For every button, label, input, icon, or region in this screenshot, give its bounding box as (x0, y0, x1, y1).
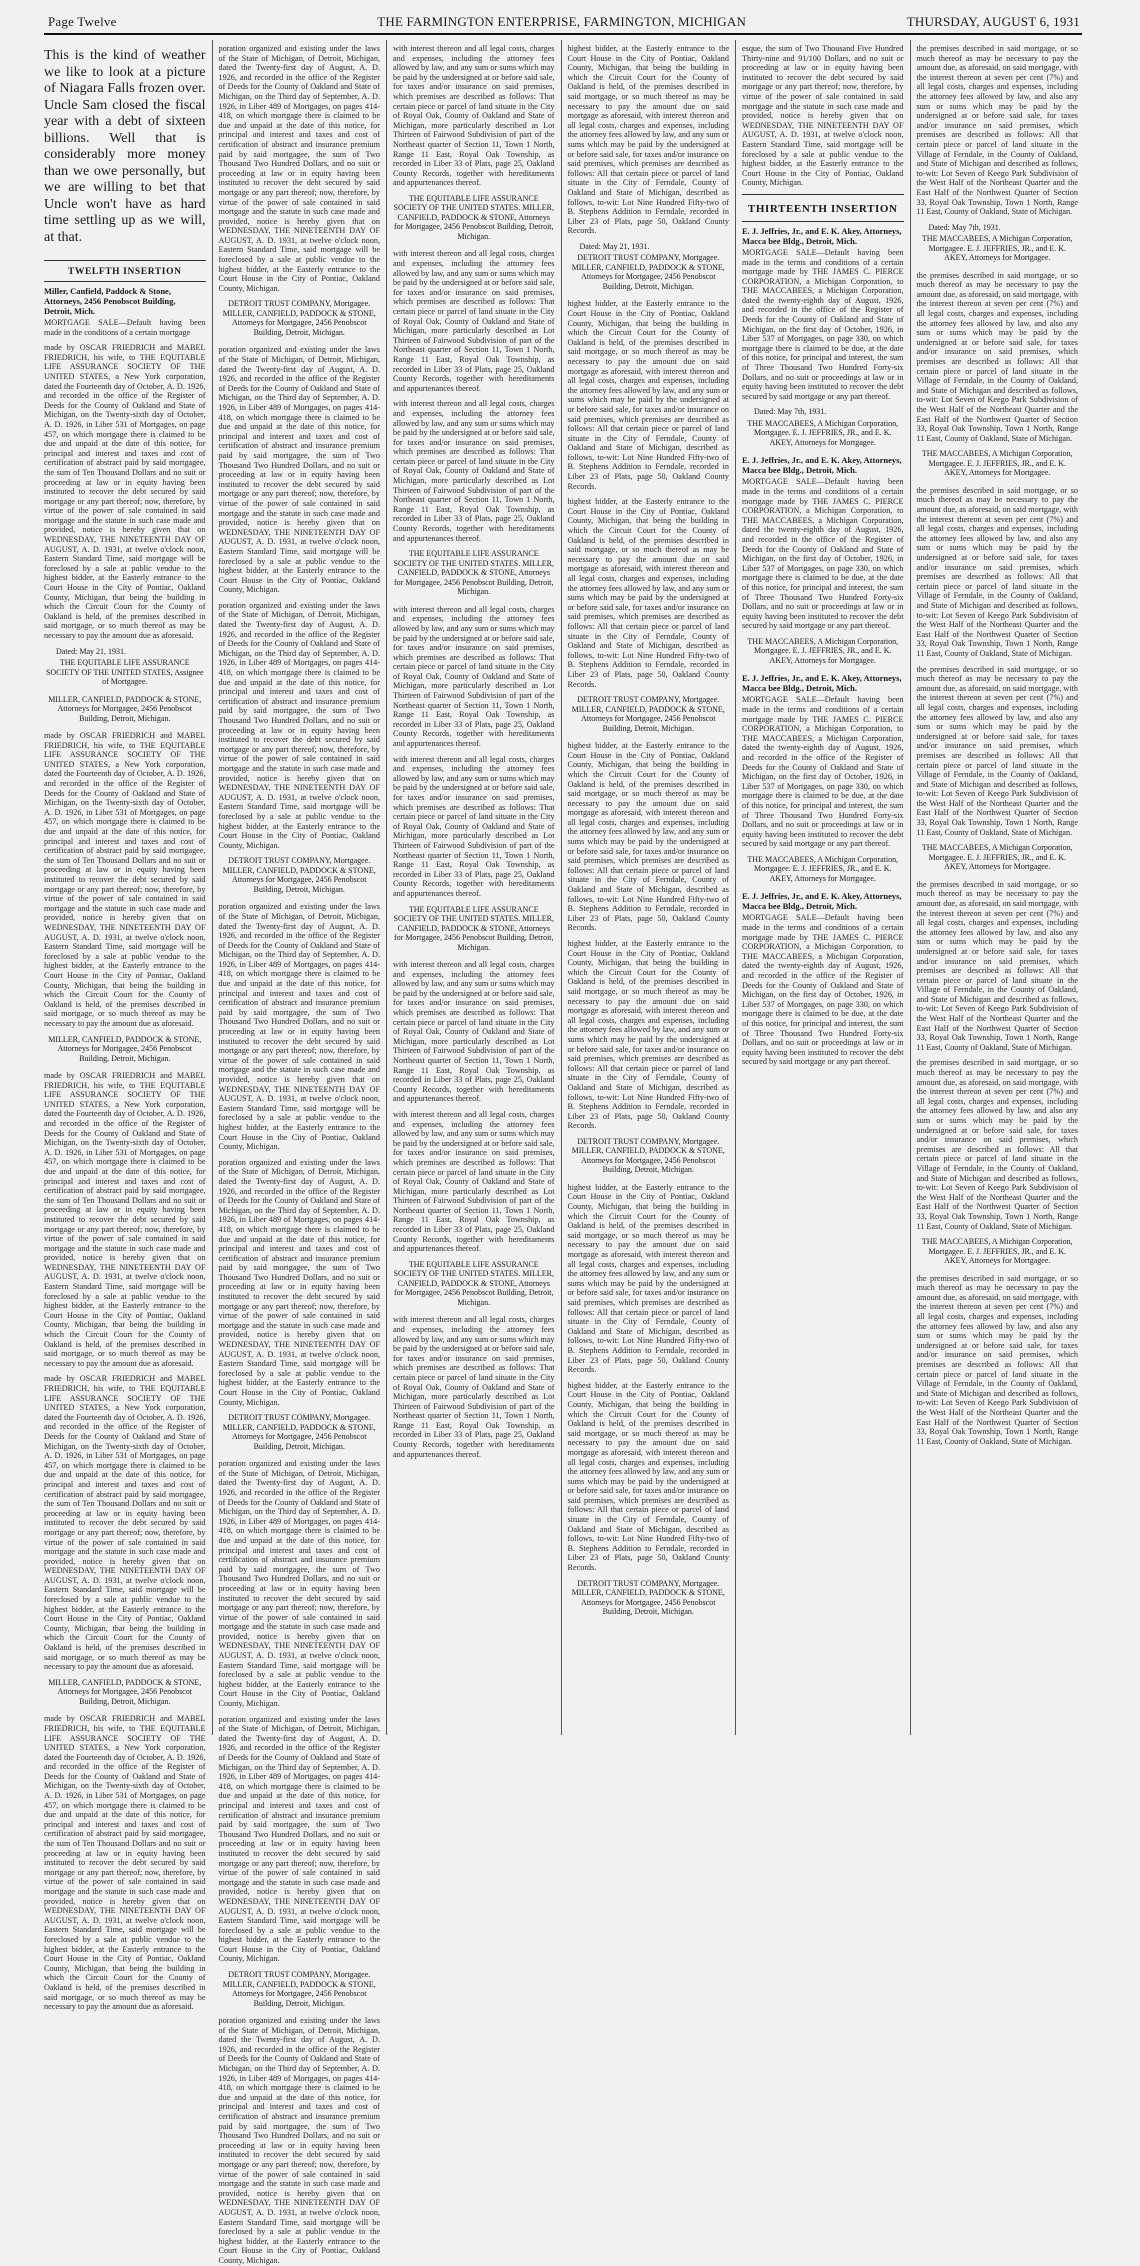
divider (742, 221, 904, 222)
dated-line: Dated: May 21, 1931. (579, 241, 650, 251)
notice-body: poration organized and existing under the laws of the State of Michigan, of Detroit, Michigan, dated the Twenty-first day of August, A. D. 1926, and recorded in the office of the Register of Deeds for the County of Oakland and State of Michigan, on the Third day of September, A. D. 1926, in Liber 489 of Mortgages, on pages 414-418, on which mortgage there is claimed to be due and unpaid at the date of this notice, for principal and interest and taxes and cost of certification of abstract and insurance premium paid by said mortgagee, the sum of Two Thousand Two Hundred Dollars, and no suit or proceeding at law or in equity having been instituted to recover the debt secured by said mortgage or any part thereof; now, therefore, by virtue of the power of sale contained in said mortgage and the statute in such case made and provided, notice is hereby given that on WEDNESDAY, THE NINETEENTH DAY OF AUGUST, A. D. 1931, at twelve o'clock noon, Eastern Standard Time, said mortgage will be foreclosed by a sale at public vendue to the highest bidder, at the Easterly entrance to the Court House in the City of Pontiac, Oakland County, Michigan. (218, 1157, 380, 1407)
notice-body: esque, the sum of Two Thousand Five Hundred Thirty-nine and 91/100 Dollars, and no suit or proceeding at law or in equity having been instituted to recover the debt secured by said mortgage or any part thereof; now, therefore, by virtue of the power of sale contained in said mortgage and the statute in such case made and provided, notice is hereby given that on WEDNESDAY, THE NINETEENTH DAY OF AUGUST, A. D. 1931, at twelve o'clock noon, Eastern Standard Time, said mortgage will be foreclosed by a sale at public vendue to the highest bidder, at the Easterly entrance to the Court House in the City of Pontiac, Oakland County, Michigan. (742, 44, 904, 188)
notice-body: with interest thereon and all legal costs, charges and expenses, including the attorney fees allowed by law, and any sum or sums which may be paid by the undersigned at or before said sale, for taxes and/or insurance on said premises, which premises are described as follows: That certain piece or parcel of land situate in the City of Royal Oak, County of Oakland and State of Michigan, more particularly described as Lot Thirteen of Fairwood Subdivision of part of the Northeast quarter of Section 11, Town 1 North, Range 11 East, Royal Oak Township, as recorded in Liber 33 of Plats, page 25, Oakland County Records, together with hereditaments and appurtenances thereof. (393, 604, 555, 749)
signature-block: THE EQUITABLE LIFE ASSURANCE SOCIETY OF THE UNITED STATES. MILLER, CANFIELD, PADDOCK & STONE, Attorneys for Mortgagee, 2456 Penobscot Building, Detroit, Michigan. (393, 549, 554, 597)
signature-block: THE MACCABEES, A Michigan Corporation, Mortgagee. E. J. JEFFRIES, JR., and E. K. AKEY, Attorneys for Mortgagee. (921, 1237, 1073, 1266)
notice-body: highest bidder, at the Easterly entrance to the Court House in the City of Pontiac, Oakland County, Michigan, that being the building in which the Circuit Court for the County of Oakland is held, of the premises described in said mortgage, or so much thereof as may be necessary to pay the amount due on said mortgage as aforesaid, with interest thereon and all legal costs, charges and expenses, including the attorney fees allowed by law, and any sum or sums which may be paid by the undersigned at or before said sale, for taxes and/or insurance on said premises, which premises are described as follows: All that certain piece or parcel of land situate in the City of Ferndale, County of Oakland and State of Michigan, described as follows, to-wit: Lot Nine Hundred Fifty-two of B. Stephens Addition to Ferndale, recorded in Liber 23 of Plats, page 50, Oakland County Records. (567, 1182, 729, 1375)
column-3 (386, 40, 561, 1735)
section-heading: THIRTEENTH INSERTION (747, 202, 898, 215)
masthead-title: THE FARMINGTON ENTERPRISE, FARMINGTON, MICHIGAN (377, 14, 747, 29)
intro-paragraph: This is the kind of weather we like to look at a picture of Niagara Falls frozen over. Uncle Sam closed the fiscal year with a debt of sixteen billions. Well that is considerably more money than we owe personally, but we are willing to bet that Uncle won't have as hard time settling up as we will, at that. (44, 48, 206, 245)
notice-body: made by OSCAR FRIEDRICH and MABEL FRIEDRICH, his wife, to THE EQUITABLE LIFE ASSURANCE SOCIETY OF THE UNITED STATES, a New York corporation, dated the Fourteenth day of October, A. D. 1926, and recorded in the office of the Register of Deeds for the County of Oakland and State of Michigan, on the Twenty-sixth day of October, A. D. 1926, in Liber 531 of Mortgages, on page 457, on which mortgage there is claimed to be due and unpaid at the date of this notice, for principal and interest and taxes and cost of certification of abstract paid by said mortgagee, the sum of Ten Thousand Dollars and no suit or proceeding at law or in equity having been instituted to recover the debt secured by said mortgage or any part thereof; now, therefore, by virtue of the power of sale contained in said mortgage and the statute in such case made and provided, notice is hereby given that on WEDNESDAY, THE NINETEENTH DAY OF AUGUST, A. D. 1931, at twelve o'clock noon, Eastern Standard Time, said mortgage will be foreclosed by a sale at public vendue to the highest bidder, at the Easterly entrance to the Court House in the City of Pontiac, Oakland County, Michigan, that being the building in which the Circuit Court for the County of Oakland is held, of the premises described in said mortgage, or so much thereof as may be necessary to pay the amount due as aforesaid. (44, 731, 206, 1028)
notice-body: the premises described in said mortgage, or so much thereof as may be necessary to pay the amount due, as aforesaid, on said mortgage, with the interest thereon at seven per cent (7%) and all legal costs, charges and expenses, including the attorney fees allowed by law, and also any sum or sums which may be paid by the undersigned at or before said sale, for taxes and/or insurance on said premises, which premises are described as follows: All that certain piece or parcel of land situate in the Village of Ferndale, in the County of Oakland, and State of Michigan and described as follows, to-wit: Lot Seven of Keego Park Subdivision of the West Half of the Northeast Quarter and the East Half of the Northwest Quarter of Section 33, Royal Oak Township, Town 1 North, Range 11 East, County of Oakland, State of Michigan. (916, 270, 1078, 443)
notice-body: poration organized and existing under the laws of the State of Michigan, of Detroit, Michigan, dated the Twenty-first day of August, A. D. 1926, and recorded in the office of the Register of Deeds for the County of Oakland and State of Michigan, on the Third day of September, A. D. 1926, in Liber 489 of Mortgages, on pages 414-418, on which mortgage there is claimed to be due and unpaid at the date of this notice, for principal and interest and taxes and cost of certification of abstract and insurance premium paid by said mortgagee, the sum of Two Thousand Two Hundred Dollars, and no suit or proceeding at law or in equity having been instituted to recover the debt secured by said mortgage or any part thereof; now, therefore, by virtue of the power of sale contained in said mortgage and the statute in such case made and provided, notice is hereby given that on WEDNESDAY, THE NINETEENTH DAY OF AUGUST, A. D. 1931, at twelve o'clock noon, Eastern Standard Time, said mortgage will be foreclosed by a sale at public vendue to the highest bidder, at the Easterly entrance to the Court House in the City of Pontiac, Oakland County, Michigan. (218, 1714, 380, 1964)
notice-body: poration organized and existing under the laws of the State of Michigan, of Detroit, Michigan, dated the Twenty-first day of August, A. D. 1926, and recorded in the office of the Register of Deeds for the County of Oakland and State of Michigan, on the Third day of September, A. D. 1926, in Liber 489 of Mortgages, on pages 414-418, on which mortgage there is claimed to be due and unpaid at the date of this notice, for principal and interest and taxes and cost of certification of abstract and insurance premium paid by said mortgagee, the sum of Two Thousand Two Hundred Dollars, and no suit or proceeding at law or in equity having been instituted to recover the debt secured by said mortgage or any part thereof; now, therefore, by virtue of the power of sale contained in said mortgage and the statute in such case made and provided, notice is hereby given that on WEDNESDAY, THE NINETEENTH DAY OF AUGUST, A. D. 1931, at twelve o'clock noon, Eastern Standard Time, said mortgage will be foreclosed by a sale at public vendue to the highest bidder, at the Easterly entrance to the Court House in the City of Pontiac, Oakland County, Michigan. (218, 2016, 380, 2265)
notice-body: poration organized and existing under the laws of the State of Michigan, of Detroit, Michigan, dated the Twenty-first day of August, A. D. 1926, and recorded in the office of the Register of Deeds for the County of Oakland and State of Michigan, on the Third day of September, A. D. 1926, in Liber 489 of Mortgages, on pages 414-418, on which mortgage there is claimed to be due and unpaid at the date of this notice, for principal and interest and taxes and cost of certification of abstract and insurance premium paid by said mortgagee, the sum of Two Thousand Two Hundred Dollars, and no suit or proceeding at law or in equity having been instituted to recover the debt secured by said mortgage or any part thereof; now, therefore, by virtue of the power of sale contained in said mortgage and the statute in such case made and provided, notice is hereby given that on WEDNESDAY, THE NINETEENTH DAY OF AUGUST, A. D. 1931, at twelve o'clock noon, Eastern Standard Time, said mortgage will be foreclosed by a sale at public vendue to the highest bidder, at the Easterly entrance to the Court House in the City of Pontiac, Oakland County, Michigan. (218, 1459, 380, 1709)
column-2 (212, 40, 387, 2265)
notice-body: highest bidder, at the Easterly entrance to the Court House in the City of Pontiac, Oakland County, Michigan, that being the building in which the Circuit Court for the County of Oakland is held, of the premises described in said mortgage, or so much thereof as may be necessary to pay the amount due on said mortgage as aforesaid, with interest thereon and all legal costs, charges and expenses, including the attorney fees allowed by law, and any sum or sums which may be paid by the undersigned at or before said sale, for taxes and/or insurance on said premises, which premises are described as follows: All that certain piece or parcel of land situate in the City of Ferndale, County of Oakland and State of Michigan, described as follows, to-wit: Lot Nine Hundred Fifty-two of B. Stephens Addition to Ferndale, recorded in Liber 23 of Plats, page 50, Oakland County Records. (567, 497, 729, 689)
signature-block: MILLER, CANFIELD, PADDOCK & STONE, Attorneys for Mortgagee, 2456 Penobscot Building, Detroit, Michigan. (48, 1034, 202, 1063)
notice-body: MORTGAGE SALE—Default having been made in the terms and conditions of a certain mortgage made by THE JAMES C. PIERCE CORPORATION, a Michigan Corporation, to THE MACCABEES, a Michigan Corporation, dated the twenty-eighth day of August, 1926, and recorded in the office of the Register of Deeds for the County of Oakland and State of Michigan, on the first day of October, 1926, in Liber 537 of Mortgages, on page 330, on which mortgage there is claimed to be due, at the date of this notice, for principal and interest, the sum of Three Thousand Two Hundred Forty-six Dollars, and no suit or proceedings at law or in equity having been instituted to recover the debt secured by said mortgage or any part thereof. (742, 695, 904, 849)
notice-body: made by OSCAR FRIEDRICH and MABEL FRIEDRICH, his wife, to THE EQUITABLE LIFE ASSURANCE SOCIETY OF THE UNITED STATES, a New York corporation, dated the Fourteenth day of October, A. D. 1926, and recorded in the office of the Register of Deeds for the County of Oakland and State of Michigan, on the Twenty-sixth day of October, A. D. 1926, in Liber 531 of Mortgages, on page 457, on which mortgage there is claimed to be due and unpaid at the date of this notice, for principal and interest and taxes and cost of certification of abstract paid by said mortgagee, the sum of Ten Thousand Dollars and no suit or proceeding at law or in equity having been instituted to recover the debt secured by said mortgage or any part thereof; now, therefore, by virtue of the power of sale contained in said mortgage and the statute in such case made and provided, notice is hereby given that on WEDNESDAY, THE NINETEENTH DAY OF AUGUST, A. D. 1931, at twelve o'clock noon, Eastern Standard Time, said mortgage will be foreclosed by a sale at public vendue to the highest bidder, at the Easterly entrance to the Court House in the City of Pontiac, Oakland County, Michigan, that being the building in which the Circuit Court for the County of Oakland is held, of the premises described in said mortgage, or so much thereof as may be necessary to pay the amount due as aforesaid. (44, 1374, 206, 1672)
notice-body: made by OSCAR FRIEDRICH and MABEL FRIEDRICH, his wife, to THE EQUITABLE LIFE ASSURANCE SOCIETY OF THE UNITED STATES, a New York corporation, dated the Fourteenth day of October, A. D. 1926, and recorded in the office of the Register of Deeds for the County of Oakland and State of Michigan, on the Twenty-sixth day of October, A. D. 1926, in Liber 531 of Mortgages, on page 457, on which mortgage there is claimed to be due and unpaid at the date of this notice, for principal and interest and taxes and cost of certification of abstract paid by said mortgagee, the sum of Ten Thousand Dollars and no suit or proceeding at law or in equity having been instituted to recover the debt secured by said mortgage or any part thereof; now, therefore, by virtue of the power of sale contained in said mortgage and the statute in such case made and provided, notice is hereby given that on WEDNESDAY, THE NINETEENTH DAY OF AUGUST, A. D. 1931, at twelve o'clock noon, Eastern Standard Time, said mortgage will be foreclosed by a sale at public vendue to the highest bidder, at the Easterly entrance to the Court House in the City of Pontiac, Oakland County, Michigan, that being the building in which the Circuit Court for the County of Oakland is held, of the premises described in said mortgage, or so much thereof as may be necessary to pay the amount due as aforesaid. (44, 343, 206, 640)
notice-body: with interest thereon and all legal costs, charges and expenses, including the attorney fees allowed by law, and any sum or sums which may be paid by the undersigned at or before said sale, for taxes and/or insurance on said premises, which premises are described as follows: That certain piece or parcel of land situate in the City of Royal Oak, County of Oakland and State of Michigan, more particularly described as Lot Thirteen of Fairwood Subdivision of part of the Northeast quarter of Section 11, Town 1 North, Range 11 East, Royal Oak Township, as recorded in Liber 33 of Plats, page 25, Oakland County Records, together with hereditaments and appurtenances thereof. (393, 44, 555, 188)
signature-block: DETROIT TRUST COMPANY, Mortgagee. MILLER, CANFIELD, PADDOCK & STONE, Attorneys for Mortgagee, 2456 Penobscot Building, Detroit, Michigan. (222, 856, 376, 894)
notice-body: with interest thereon and all legal costs, charges and expenses, including the attorney fees allowed by law, and any sum or sums which may be paid by the undersigned at or before said sale, for taxes and/or insurance on said premises, which premises are described as follows: That certain piece or parcel of land situate in the City of Royal Oak, County of Oakland and State of Michigan, more particularly described as Lot Thirteen of Fairwood Subdivision of part of the Northeast quarter of Section 11, Town 1 North, Range 11 East, Royal Oak Township, as recorded in Liber 33 of Plats, page 25, Oakland County Records, together with hereditaments and appurtenances thereof. (393, 960, 555, 1104)
signature-block: DETROIT TRUST COMPANY, Mortgagee. MILLER, CANFIELD, PADDOCK & STONE, Attorneys for Mortgagee, 2456 Penobscot Building, Detroit, Michigan. (571, 695, 725, 733)
signature-block: DETROIT TRUST COMPANY, Mortgagee. MILLER, CANFIELD, PADDOCK & STONE, Attorneys for Mortgagee, 2456 Penobscot Building, Detroit, Michigan. (571, 1136, 725, 1175)
signature-block: DETROIT TRUST COMPANY, Mortgagee. MILLER, CANFIELD, PADDOCK & STONE, Attorneys for Mortgagee, 2456 Penobscot Building, Detroit, Michigan. (571, 253, 725, 291)
signature-block: THE MACCABEES, A Michigan Corporation, Mortgagee. E. J. JEFFRIES, JR., and E. K. AKEY, Attorneys for Mortgagee. (921, 234, 1073, 263)
signature-block: DETROIT TRUST COMPANY, Mortgagee. MILLER, CANFIELD, PADDOCK & STONE, Attorneys for Mortgagee, 2456 Penobscot Building, Detroit, Michigan. (222, 299, 376, 337)
signature-block: DETROIT TRUST COMPANY, Mortgagee. MILLER, CANFIELD, PADDOCK & STONE, Attorneys for Mortgagee, 2456 Penobscot Building, Detroit, Michigan. (571, 1578, 725, 1617)
dated-line: Dated: May 21, 1931. (56, 646, 126, 656)
notice-body: poration organized and existing under the laws of the State of Michigan, of Detroit, Michigan, dated the Twenty-first day of August, A. D. 1926, and recorded in the office of the Register of Deeds for the County of Oakland and State of Michigan, on the Third day of September, A. D. 1926, in Liber 489 of Mortgages, on pages 414-418, on which mortgage there is claimed to be due and unpaid at the date of this notice, for principal and interest and taxes and cost of certification of abstract and insurance premium paid by said mortgagee, the sum of Two Thousand Two Hundred Dollars, and no suit or proceeding at law or in equity having been instituted to recover the debt secured by said mortgage or any part thereof; now, therefore, by virtue of the power of sale contained in said mortgage and the statute in such case made and provided, notice is hereby given that on WEDNESDAY, THE NINETEENTH DAY OF AUGUST, A. D. 1931, at twelve o'clock noon, Eastern Standard Time, said mortgage will be foreclosed by a sale at public vendue to the highest bidder, at the Easterly entrance to the Court House in the City of Pontiac, Oakland County, Michigan. (218, 44, 380, 293)
signature-block: THE MACCABEES, A Michigan Corporation, Mortgagee. E. J. JEFFRIES, JR., and E. K. AKEY, Attorneys for Mortgagee. (747, 854, 899, 883)
masthead (48, 6, 1080, 30)
notice-body: with interest thereon and all legal costs, charges and expenses, including the attorney fees allowed by law, and any sum or sums which may be paid by the undersigned at or before said sale, for taxes and/or insurance on said premises, which premises are described as follows: That certain piece or parcel of land situate in the City of Royal Oak, County of Oakland and State of Michigan, more particularly described as Lot Thirteen of Fairwood Subdivision of part of the Northeast quarter of Section 11, Town 1 North, Range 11 East, Royal Oak Township, as recorded in Liber 33 of Plats, page 25, Oakland County Records, together with hereditaments and appurtenances thereof. (393, 754, 555, 898)
notice-body: with interest thereon and all legal costs, charges and expenses, including the attorney fees allowed by law, and any sum or sums which may be paid by the undersigned at or before said sale, for taxes and/or insurance on said premises, which premises are described as follows: That certain piece or parcel of land situate in the City of Royal Oak, County of Oakland and State of Michigan, more particularly described as Lot Thirteen of Fairwood Subdivision of part of the Northeast quarter of Section 11, Town 1 North, Range 11 East, Royal Oak Township, as recorded in Liber 33 of Plats, page 25, Oakland County Records, together with hereditaments and appurtenances thereof. (393, 399, 555, 543)
signature-block: THE EQUITABLE LIFE ASSURANCE SOCIETY OF THE UNITED STATES. MILLER, CANFIELD, PADDOCK & STONE, Attorneys for Mortgagee, 2456 Penobscot Building, Detroit, Michigan. (393, 1259, 554, 1307)
dated-line: Dated: May 7th, 1931. (754, 407, 827, 417)
notice-body: highest bidder, at the Easterly entrance to the Court House in the City of Pontiac, Oakland County, Michigan, that being the building in which the Circuit Court for the County of Oakland is held, of the premises described in said mortgage, or so much thereof as may be necessary to pay the amount due on said mortgage as aforesaid, with interest thereon and all legal costs, charges and expenses, including the attorney fees allowed by law, and any sum or sums which may be paid by the undersigned at or before said sale, for taxes and/or insurance on said premises, which premises are described as follows: All that certain piece or parcel of land situate in the City of Ferndale, County of Oakland and State of Michigan, described as follows, to-wit: Lot Nine Hundred Fifty-two of B. Stephens Addition to Ferndale, recorded in Liber 23 of Plats, page 50, Oakland County Records. (567, 1380, 729, 1573)
notice-body: poration organized and existing under the laws of the State of Michigan, of Detroit, Michigan, dated the Twenty-first day of August, A. D. 1926, and recorded in the office of the Register of Deeds for the County of Oakland and State of Michigan, on the Third day of September, A. D. 1926, in Liber 489 of Mortgages, on pages 414-418, on which mortgage there is claimed to be due and unpaid at the date of this notice, for principal and interest and taxes and cost of certification of abstract and insurance premium paid by said mortgagee, the sum of Two Thousand Two Hundred Dollars, and no suit or proceeding at law or in equity having been instituted to recover the debt secured by said mortgage or any part thereof; now, therefore, by virtue of the power of sale contained in said mortgage and the statute in such case made and provided, notice is hereby given that on WEDNESDAY, THE NINETEENTH DAY OF AUGUST, A. D. 1931, at twelve o'clock noon, Eastern Standard Time, said mortgage will be foreclosed by a sale at public vendue to the highest bidder, at the Easterly entrance to the Court House in the City of Pontiac, Oakland County, Michigan. (218, 902, 380, 1152)
signature-block: THE MACCABEES, A Michigan Corporation, Mortgagee. E. J. JEFFRIES, JR., and E. K. AKEY, Attorneys for Mortgagee. (921, 449, 1073, 478)
dated-line: Dated: May 7th, 1931. (928, 222, 1001, 232)
notice-body: highest bidder, at the Easterly entrance to the Court House in the City of Pontiac, Oakland County, Michigan, that being the building in which the Circuit Court for the County of Oakland is held, of the premises described in said mortgage, or so much thereof as may be necessary to pay the amount due on said mortgage as aforesaid, with interest thereon and all legal costs, charges and expenses, including the attorney fees allowed by law, and any sum or sums which may be paid by the undersigned at or before said sale, for taxes and/or insurance on said premises, which premises are described as follows: All that certain piece or parcel of land situate in the City of Ferndale, County of Oakland and State of Michigan, described as follows, to-wit: Lot Nine Hundred Fifty-two of B. Stephens Addition to Ferndale, recorded in Liber 23 of Plats, page 50, Oakland County Records. (567, 741, 729, 933)
attorneys-line: E. J. Jeffries, Jr., and E. K. Akey, Attorneys, Macca bee Bldg., Detroit, Mich. (742, 225, 902, 246)
notice-body: MORTGAGE SALE—Default having been made in the terms and conditions of a certain mortgage made by THE JAMES C. PIERCE CORPORATION, a Michigan Corporation, to THE MACCABEES, a Michigan Corporation, dated the twenty-eighth day of August, 1926, and recorded in the office of the Register of Deeds for the County of Oakland and State of Michigan, on the first day of October, 1926, in Liber 537 of Mortgages, on page 330, on which mortgage there is claimed to be due, at the date of this notice, for principal and interest, the sum of Three Thousand Two Hundred Forty-six Dollars, and no suit or proceedings at law or in equity having been instituted to recover the debt secured by said mortgage or any part thereof. (742, 247, 904, 401)
notice-body: poration organized and existing under the laws of the State of Michigan, of Detroit, Michigan, dated the Twenty-first day of August, A. D. 1926, and recorded in the office of the Register of Deeds for the County of Oakland and State of Michigan, on the Third day of September, A. D. 1926, in Liber 489 of Mortgages, on pages 414-418, on which mortgage there is claimed to be due and unpaid at the date of this notice, for principal and interest and taxes and cost of certification of abstract and insurance premium paid by said mortgagee, the sum of Two Thousand Two Hundred Dollars, and no suit or proceeding at law or in equity having been instituted to recover the debt secured by said mortgage or any part thereof; now, therefore, by virtue of the power of sale contained in said mortgage and the statute in such case made and provided, notice is hereby given that on WEDNESDAY, THE NINETEENTH DAY OF AUGUST, A. D. 1931, at twelve o'clock noon, Eastern Standard Time, said mortgage will be foreclosed by a sale at public vendue to the highest bidder, at the Easterly entrance to the Court House in the City of Pontiac, Oakland County, Michigan. (218, 345, 380, 595)
attorneys-line: Miller, Canfield, Paddock & Stone, Attorneys, 2456 Penobscot Building, Detroit, Mich. (44, 286, 176, 316)
section-heading: TWELFTH INSERTION (67, 267, 182, 277)
signature-block: MILLER, CANFIELD, PADDOCK & STONE, Attorneys for Mortgagee, 2456 Penobscot Building, Detroit, Michigan. (48, 694, 202, 723)
notice-body: highest bidder, at the Easterly entrance to the Court House in the City of Pontiac, Oakland County, Michigan, that being the building in which the Circuit Court for the County of Oakland is held, of the premises described in said mortgage, or so much thereof as may be necessary to pay the amount due on said mortgage as aforesaid, with interest thereon and all legal costs, charges and expenses, including the attorney fees allowed by law, and any sum or sums which may be paid by the undersigned at or before said sale, for taxes and/or insurance on said premises, which premises are described as follows: All that certain piece or parcel of land situate in the City of Ferndale, County of Oakland and State of Michigan, described as follows, to-wit: Lot Nine Hundred Fifty-two of B. Stephens Addition to Ferndale, recorded in Liber 23 of Plats, page 50, Oakland County Records. (567, 44, 729, 236)
notice-body: made by OSCAR FRIEDRICH and MABEL FRIEDRICH, his wife, to THE EQUITABLE LIFE ASSURANCE SOCIETY OF THE UNITED STATES, a New York corporation, dated the Fourteenth day of October, A. D. 1926, and recorded in the office of the Register of Deeds for the County of Oakland and State of Michigan, on the Twenty-sixth day of October, A. D. 1926, in Liber 531 of Mortgages, on page 457, on which mortgage there is claimed to be due and unpaid at the date of this notice, for principal and interest and taxes and cost of certification of abstract paid by said mortgagee, the sum of Ten Thousand Dollars and no suit or proceeding at law or in equity having been instituted to recover the debt secured by said mortgage or any part thereof; now, therefore, by virtue of the power of sale contained in said mortgage and the statute in such case made and provided, notice is hereby given that on WEDNESDAY, THE NINETEENTH DAY OF AUGUST, A. D. 1931, at twelve o'clock noon, Eastern Standard Time, said mortgage will be foreclosed by a sale at public vendue to the highest bidder, at the Easterly entrance to the Court House in the City of Pontiac, Oakland County, Michigan, that being the building in which the Circuit Court for the County of Oakland is held, of the premises described in said mortgage, or so much thereof as may be necessary to pay the amount due as aforesaid. (44, 1071, 206, 1368)
signature-block: THE EQUITABLE LIFE ASSURANCE SOCIETY OF THE UNITED STATES. MILLER, CANFIELD, PADDOCK & STONE, Attorneys for Mortgagee, 2456 Penobscot Building, Detroit, Michigan. (393, 904, 554, 952)
notice-body: the premises described in said mortgage, or so much thereof as may be necessary to pay the amount due, as aforesaid, on said mortgage, with the interest thereon at seven per cent (7%) and all legal costs, charges and expenses, including the attorney fees allowed by law, and also any sum or sums which may be paid by the undersigned at or before said sale, for taxes and/or insurance on said premises, which premises are described as follows: All that certain piece or parcel of land situate in the Village of Ferndale, in the County of Oakland, and State of Michigan and described as follows, to-wit: Lot Seven of Keego Park Subdivision of the West Half of the Northeast Quarter and the East Half of the Northwest Quarter of Section 33, Royal Oak Township, Town 1 North, Range 11 East, County of Oakland, State of Michigan. (916, 44, 1078, 217)
signature-block: DETROIT TRUST COMPANY, Mortgagee. MILLER, CANFIELD, PADDOCK & STONE, Attorneys for Mortgagee, 2456 Penobscot Building, Detroit, Michigan. (222, 1413, 376, 1451)
notice-body: made by OSCAR FRIEDRICH and MABEL FRIEDRICH, his wife, to THE EQUITABLE LIFE ASSURANCE SOCIETY OF THE UNITED STATES, a New York corporation, dated the Fourteenth day of October, A. D. 1926, and recorded in the office of the Register of Deeds for the County of Oakland and State of Michigan, on the Twenty-sixth day of October, A. D. 1926, in Liber 531 of Mortgages, on page 457, on which mortgage there is claimed to be due and unpaid at the date of this notice, for principal and interest and taxes and cost of certification of abstract paid by said mortgagee, the sum of Ten Thousand Dollars and no suit or proceeding at law or in equity having been instituted to recover the debt secured by said mortgage or any part thereof; now, therefore, by virtue of the power of sale contained in said mortgage and the statute in such case made and provided, notice is hereby given that on WEDNESDAY, THE NINETEENTH DAY OF AUGUST, A. D. 1931, at twelve o'clock noon, Eastern Standard Time, said mortgage will be foreclosed by a sale at public vendue to the highest bidder, at the Easterly entrance to the Court House in the City of Pontiac, Oakland County, Michigan, that being the building in which the Circuit Court for the County of Oakland is held, of the premises described in said mortgage, or so much thereof as may be necessary to pay the amount due as aforesaid. (44, 1714, 206, 2012)
signature-block: MILLER, CANFIELD, PADDOCK & STONE, Attorneys for Mortgagee, 2456 Penobscot Building, Detroit, Michigan. (48, 1677, 202, 1706)
column-6 (910, 40, 1085, 1735)
signature-block: THE MACCABEES, A Michigan Corporation, Mortgagee. E. J. JEFFRIES, JR., and E. K. AKEY, Attorneys for Mortgagee. (747, 418, 899, 447)
attorneys-line: E. J. Jeffries, Jr., and E. K. Akey, Attorneys, Macca bee Bldg., Detroit, Mich. (742, 455, 902, 476)
attorneys-line: E. J. Jeffries, Jr., and E. K. Akey, Attorneys, Macca bee Bldg., Detroit, Mich. (742, 673, 902, 694)
signature-block: THE MACCABEES, A Michigan Corporation, Mortgagee. E. J. JEFFRIES, JR., and E. K. AKEY, Attorneys for Mortgagee. (921, 843, 1073, 872)
divider (44, 281, 206, 282)
column-1 (44, 40, 212, 2012)
notice-body: the premises described in said mortgage, or so much thereof as may be necessary to pay the amount due, as aforesaid, on said mortgage, with the interest thereon at seven per cent (7%) and all legal costs, charges and expenses, including the attorney fees allowed by law, and also any sum or sums which may be paid by the undersigned at or before said sale, for taxes and/or insurance on said premises, which premises are described as follows: All that certain piece or parcel of land situate in the Village of Ferndale, in the County of Oakland, and State of Michigan and described as follows, to-wit: Lot Seven of Keego Park Subdivision of the West Half of the Northeast Quarter and the East Half of the Northwest Quarter of Section 33, Royal Oak Township, Town 1 North, Range 11 East, County of Oakland, State of Michigan. (916, 879, 1078, 1052)
notice-body: poration organized and existing under the laws of the State of Michigan, of Detroit, Michigan, dated the Twenty-first day of August, A. D. 1926, and recorded in the office of the Register of Deeds for the County of Oakland and State of Michigan, on the Third day of September, A. D. 1926, in Liber 489 of Mortgages, on pages 414-418, on which mortgage there is claimed to be due and unpaid at the date of this notice, for principal and interest and taxes and cost of certification of abstract and insurance premium paid by said mortgagee, the sum of Two Thousand Two Hundred Dollars, and no suit or proceeding at law or in equity having been instituted to recover the debt secured by said mortgage or any part thereof; now, therefore, by virtue of the power of sale contained in said mortgage and the statute in such case made and provided, notice is hereby given that on WEDNESDAY, THE NINETEENTH DAY OF AUGUST, A. D. 1931, at twelve o'clock noon, Eastern Standard Time, said mortgage will be foreclosed by a sale at public vendue to the highest bidder, at the Easterly entrance to the Court House in the City of Pontiac, Oakland County, Michigan. (218, 600, 380, 850)
issue-date: THURSDAY, AUGUST 6, 1931 (906, 14, 1080, 29)
notice-body: MORTGAGE SALE—Default having been made in the terms and conditions of a certain mortgage made by THE JAMES C. PIERCE CORPORATION, a Michigan Corporation, to THE MACCABEES, a Michigan Corporation, dated the twenty-eighth day of August, 1926, and recorded in the office of the Register of Deeds for the County of Oakland and State of Michigan, on the first day of October, 1926, in Liber 537 of Mortgages, on page 330, on which mortgage there is claimed to be due, at the date of this notice, for principal and interest, the sum of Three Thousand Two Hundred Forty-six Dollars, and no suit or proceedings at law or in equity having been instituted to recover the debt secured by said mortgage or any part thereof. (742, 913, 904, 1067)
notice-body: the premises described in said mortgage, or so much thereof as may be necessary to pay the amount due, as aforesaid, on said mortgage, with the interest thereon at seven per cent (7%) and all legal costs, charges and expenses, including the attorney fees allowed by law, and also any sum or sums which may be paid by the undersigned at or before said sale, for taxes and/or insurance on said premises, which premises are described as follows: All that certain piece or parcel of land situate in the Village of Ferndale, in the County of Oakland, and State of Michigan and described as follows, to-wit: Lot Seven of Keego Park Subdivision of the West Half of the Northeast Quarter and the East Half of the Northwest Quarter of Section 33, Royal Oak Township, Town 1 North, Range 11 East, County of Oakland, State of Michigan. (916, 485, 1078, 658)
columns (44, 40, 1084, 2265)
masthead-rule (44, 33, 1082, 35)
notice-body: with interest thereon and all legal costs, charges and expenses, including the attorney fees allowed by law, and any sum or sums which may be paid by the undersigned at or before said sale, for taxes and/or insurance on said premises, which premises are described as follows: That certain piece or parcel of land situate in the City of Royal Oak, County of Oakland and State of Michigan, more particularly described as Lot Thirteen of Fairwood Subdivision of part of the Northeast quarter of Section 11, Town 1 North, Range 11 East, Royal Oak Township, as recorded in Liber 33 of Plats, page 25, Oakland County Records, together with hereditaments and appurtenances thereof. (393, 249, 555, 393)
column-5 (735, 40, 910, 1735)
notice-body: the premises described in said mortgage, or so much thereof as may be necessary to pay the amount due, as aforesaid, on said mortgage, with the interest thereon at seven per cent (7%) and all legal costs, charges and expenses, including the attorney fees allowed by law, and also any sum or sums which may be paid by the undersigned at or before said sale, for taxes and/or insurance on said premises, which premises are described as follows: All that certain piece or parcel of land situate in the Village of Ferndale, in the County of Oakland, and State of Michigan and described as follows, to-wit: Lot Seven of Keego Park Subdivision of the West Half of the Northeast Quarter and the East Half of the Northwest Quarter of Section 33, Royal Oak Township, Town 1 North, Range 11 East, County of Oakland, State of Michigan. (916, 1058, 1078, 1231)
notice-body: with interest thereon and all legal costs, charges and expenses, including the attorney fees allowed by law, and any sum or sums which may be paid by the undersigned at or before said sale, for taxes and/or insurance on said premises, which premises are described as follows: That certain piece or parcel of land situate in the City of Royal Oak, County of Oakland and State of Michigan, more particularly described as Lot Thirteen of Fairwood Subdivision of part of the Northeast quarter of Section 11, Town 1 North, Range 11 East, Royal Oak Township, as recorded in Liber 33 of Plats, page 25, Oakland County Records, together with hereditaments and appurtenances thereof. (393, 1109, 555, 1254)
signature-block: THE EQUITABLE LIFE ASSURANCE SOCIETY OF THE UNITED STATES. MILLER, CANFIELD, PADDOCK & STONE, Attorneys for Mortgagee, 2456 Penobscot Building, Detroit, Michigan. (393, 193, 554, 241)
divider (44, 260, 206, 261)
mortgagee-block: THE EQUITABLE LIFE ASSURANCE SOCIETY OF THE UNITED STATES, Assignee of Mortgagee. (45, 658, 204, 687)
signature-block: DETROIT TRUST COMPANY, Mortgagee. MILLER, CANFIELD, PADDOCK & STONE, Attorneys for Mortgagee, 2456 Penobscot Building, Detroit, Michigan. (222, 1970, 376, 2008)
divider (742, 194, 904, 195)
signature-block: THE MACCABEES, A Michigan Corporation, Mortgagee. E. J. JEFFRIES, JR., and E. K. AKEY, Attorneys for Mortgagee. (747, 636, 899, 665)
attorneys-line: E. J. Jeffries, Jr., and E. K. Akey, Attorneys, Macca bee Bldg., Detroit, Mich. (742, 891, 902, 912)
notice-opening: MORTGAGE SALE—Default having been made in the conditions of a certain mortgage (44, 318, 206, 337)
notice-body: highest bidder, at the Easterly entrance to the Court House in the City of Pontiac, Oakland County, Michigan, that being the building in which the Circuit Court for the County of Oakland is held, of the premises described in said mortgage, or so much thereof as may be necessary to pay the amount due on said mortgage as aforesaid, with interest thereon and all legal costs, charges and expenses, including the attorney fees allowed by law, and any sum or sums which may be paid by the undersigned at or before said sale, for taxes and/or insurance on said premises, which premises are described as follows: All that certain piece or parcel of land situate in the City of Ferndale, County of Oakland and State of Michigan, described as follows, to-wit: Lot Nine Hundred Fifty-two of B. Stephens Addition to Ferndale, recorded in Liber 23 of Plats, page 50, Oakland County Records. (567, 299, 729, 491)
notice-body: highest bidder, at the Easterly entrance to the Court House in the City of Pontiac, Oakland County, Michigan, that being the building in which the Circuit Court for the County of Oakland is held, of the premises described in said mortgage, or so much thereof as may be necessary to pay the amount due on said mortgage as aforesaid, with interest thereon and all legal costs, charges and expenses, including the attorney fees allowed by law, and any sum or sums which may be paid by the undersigned at or before said sale, for taxes and/or insurance on said premises, which premises are described as follows: All that certain piece or parcel of land situate in the City of Ferndale, County of Oakland and State of Michigan, described as follows, to-wit: Lot Nine Hundred Fifty-two of B. Stephens Addition to Ferndale, recorded in Liber 23 of Plats, page 50, Oakland County Records. (567, 939, 729, 1131)
notice-body: MORTGAGE SALE—Default having been made in the terms and conditions of a certain mortgage made by THE JAMES C. PIERCE CORPORATION, a Michigan Corporation, to THE MACCABEES, a Michigan Corporation, dated the twenty-eighth day of August, 1926, and recorded in the office of the Register of Deeds for the County of Oakland and State of Michigan, on the first day of October, 1926, in Liber 537 of Mortgages, on page 330, on which mortgage there is claimed to be due, at the date of this notice, for principal and interest, the sum of Three Thousand Two Hundred Forty-six Dollars, and no suit or proceedings at law or in equity having been instituted to recover the debt secured by said mortgage or any part thereof. (742, 477, 904, 631)
notice-body: the premises described in said mortgage, or so much thereof as may be necessary to pay the amount due, as aforesaid, on said mortgage, with the interest thereon at seven per cent (7%) and all legal costs, charges and expenses, including the attorney fees allowed by law, and also any sum or sums which may be paid by the undersigned at or before said sale, for taxes and/or insurance on said premises, which premises are described as follows: All that certain piece or parcel of land situate in the Village of Ferndale, in the County of Oakland, and State of Michigan and described as follows, to-wit: Lot Seven of Keego Park Subdivision of the West Half of the Northeast Quarter and the East Half of the Northwest Quarter of Section 33, Royal Oak Township, Town 1 North, Range 11 East, County of Oakland, State of Michigan. (916, 1273, 1078, 1446)
notice-body: the premises described in said mortgage, or so much thereof as may be necessary to pay the amount due, as aforesaid, on said mortgage, with the interest thereon at seven per cent (7%) and all legal costs, charges and expenses, including the attorney fees allowed by law, and also any sum or sums which may be paid by the undersigned at or before said sale, for taxes and/or insurance on said premises, which premises are described as follows: All that certain piece or parcel of land situate in the Village of Ferndale, in the County of Oakland, and State of Michigan and described as follows, to-wit: Lot Seven of Keego Park Subdivision of the West Half of the Northeast Quarter and the East Half of the Northwest Quarter of Section 33, Royal Oak Township, Town 1 North, Range 11 East, County of Oakland, State of Michigan. (916, 664, 1078, 837)
column-4 (561, 40, 736, 1735)
page-label: Page Twelve (48, 14, 117, 29)
notice-body: with interest thereon and all legal costs, charges and expenses, including the attorney fees allowed by law, and any sum or sums which may be paid by the undersigned at or before said sale, for taxes and/or insurance on said premises, which premises are described as follows: That certain piece or parcel of land situate in the City of Royal Oak, County of Oakland and State of Michigan, more particularly described as Lot Thirteen of Fairwood Subdivision of part of the Northeast quarter of Section 11, Town 1 North, Range 11 East, Royal Oak Township, as recorded in Liber 33 of Plats, page 25, Oakland County Records, together with hereditaments and appurtenances thereof. (393, 1315, 555, 1459)
